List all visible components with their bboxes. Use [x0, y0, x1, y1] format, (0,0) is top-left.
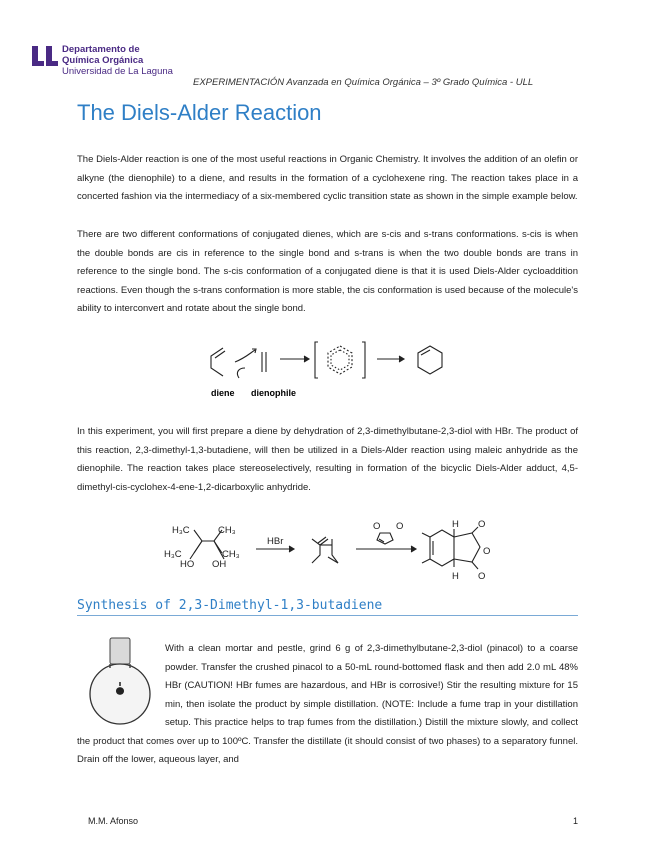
- experiment-paragraph: In this experiment, you will first prepare a diene by dehydration of 2,3-dimethylbutane-2,3-diol with HBr. The product of this reaction, 2,3-dimethyl-1,3-butadiene, will then be utilized in a Diels-Alder reaction using maleic anhydride as the dienophile. The reaction takes place stereoselectively, resulting in formation of the bicyclic Diels-Alder adduct, 4,5-dimethyl-cis-cyclohex-4-ene-1,2-dicarboxylic anhydride.: [77, 426, 578, 493]
- formula-ch3-top: CH₃: [218, 525, 236, 536]
- department-name: [62, 44, 173, 77]
- dept-line-2: Química Orgánica: [62, 55, 144, 66]
- running-header: EXPERIMENTACIÓN Avanzada en Química Orgánica – 3º Grado Química - ULL: [193, 77, 534, 88]
- university-logo: [30, 44, 60, 68]
- footer-page-number: 1: [573, 816, 579, 826]
- formula-ch3-bottom: CH₃: [222, 549, 240, 560]
- procedure-paragraph: [77, 640, 578, 770]
- formula-h3c-top: H₃C: [172, 525, 190, 536]
- footer-author: M.M. Afonso: [88, 816, 139, 826]
- page-title: The Diels-Alder Reaction: [77, 100, 322, 125]
- reagent-hbr: HBr: [267, 536, 284, 547]
- university-name: Universidad de La Laguna: [62, 66, 173, 77]
- intro-paragraph: The Diels-Alder reaction is one of the most useful reactions in Organic Chemistry. It involves the addition of an olefin or alkyne (the dienophile) to a diene, and results in the formation of a cyclohexene ring. The reaction takes place in a concerted fashion via the intermediacy of a six-membered cyclic transition state as shown in the simple example below.: [77, 154, 578, 202]
- diels-alder-scheme: [205, 338, 455, 402]
- dept-line-1: Departamento de: [62, 44, 140, 55]
- procedure-text: With a clean mortar and pestle, grind 6 g of 2,3-dimethylbutane-2,3-diol (pinacol) to a coarse powder. Transfer the crushed pinacol to a 50-mL round-bottomed flask and then add 2.0 mL 48% HBr (CAUTION! HBr fumes are hazardous, and HBr is corrosive!) Stir the resulting mixture for 15 min, then isolate the product by simple distillation. (NOTE: Include a fume trap in your distillation setup. This practice helps to trap fumes from the distillation.) Distill the mixture slowly, and collect the product that comes over up to 100ºC. Transfer the distillate (it should consist of two phases) to a separatory funnel. Drain off the lower, aqueous layer, and: [77, 643, 578, 765]
- atom-o-top: O: [478, 519, 486, 530]
- synthesis-scheme: [160, 515, 500, 585]
- atom-h-bottom: H: [452, 571, 459, 582]
- formula-ho: HO: [180, 559, 195, 570]
- atom-o-ring: O: [483, 546, 491, 557]
- atom-o-1: O: [373, 521, 381, 532]
- atom-o-bottom: O: [478, 571, 486, 582]
- label-diene: diene: [211, 388, 235, 398]
- formula-oh: OH: [212, 559, 227, 570]
- conformation-paragraph: There are two different conformations of conjugated dienes, which are s-cis and s-trans conformations. s-cis is when the double bonds are cis in reference to the single bond and s-trans is when the two double bonds are trans in reference to the single bond. The s-cis conformation of a conjugated diene is that it is used Diels-Alder cycloaddition reactions. Even though the s-trans conformation is more stable, the cis conformation is used because of the molecule's ability to interconvert and rotate about the single bond.: [77, 229, 578, 314]
- formula-h3c-bottom: H₃C: [164, 549, 182, 560]
- label-dienophile: dienophile: [251, 388, 296, 398]
- atom-o-2: O: [396, 521, 404, 532]
- section-heading: Synthesis of 2,3-Dimethyl-1,3-butadiene: [77, 598, 578, 616]
- atom-h-top: H: [452, 519, 459, 530]
